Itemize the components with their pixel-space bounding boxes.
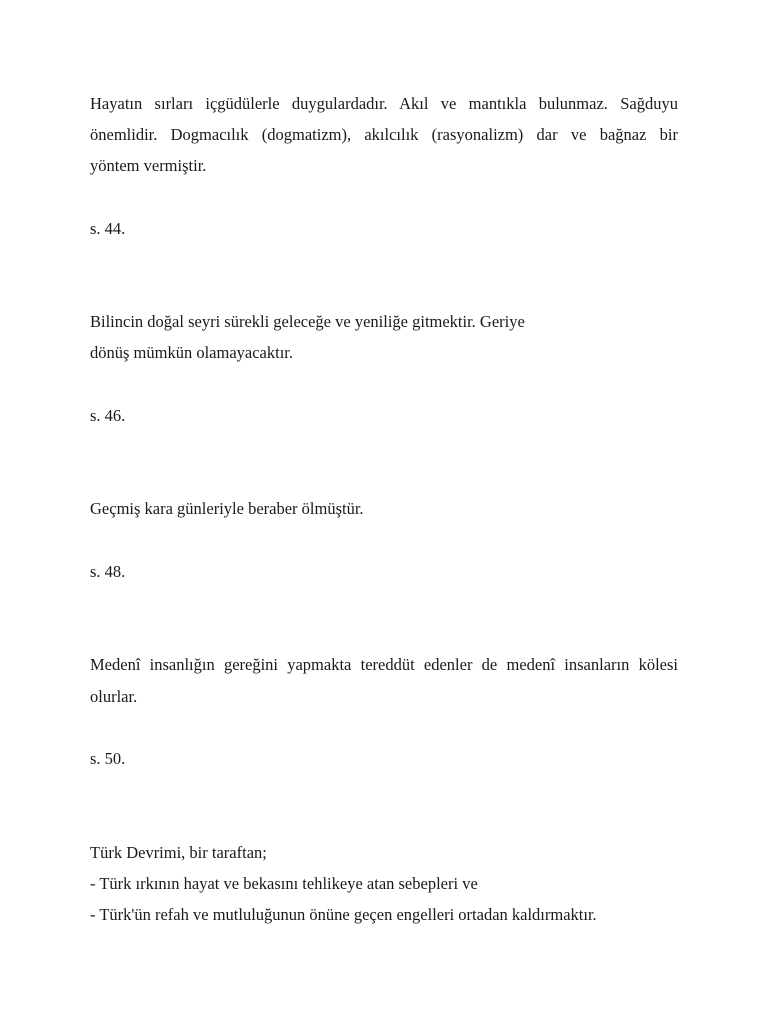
paragraph-line: Medenî insanlığın gereğini yapmakta tereddüt edenler de medenî insanların kölesi bbox=[90, 655, 678, 674]
page-reference: s. 46. bbox=[90, 406, 126, 425]
paragraph-line: önemlidir. Dogmacılık (dogmatizm), akılcılık (rasyonalizm) dar ve bağnaz bir bbox=[90, 125, 678, 144]
paragraph-line: Bilincin doğal seyri sürekli geleceğe ve yeniliğe gitmektir. Geriye bbox=[90, 312, 525, 331]
paragraph-line: olurlar. bbox=[90, 687, 138, 706]
paragraph-line: Türk Devrimi, bir taraftan; bbox=[90, 843, 267, 862]
page-reference: s. 48. bbox=[90, 562, 126, 581]
paragraph-line: yöntem vermiştir. bbox=[90, 156, 207, 175]
paragraph-line: dönüş mümkün olamayacaktır. bbox=[90, 343, 294, 362]
page-reference: s. 44. bbox=[90, 219, 126, 238]
list-item: - Türk ırkının hayat ve bekasını tehlikeye atan sebepleri ve bbox=[90, 874, 478, 893]
page-reference: s. 50. bbox=[90, 749, 126, 768]
list-item: - Türk'ün refah ve mutluluğunun önüne geçen engelleri ortadan kaldırmaktır. bbox=[90, 905, 597, 924]
paragraph-line: Geçmiş kara günleriyle beraber ölmüştür. bbox=[90, 499, 364, 518]
paragraph-line: Hayatın sırları içgüdülerle duygulardadır. Akıl ve mantıkla bulunmaz. Sağduyu bbox=[90, 94, 678, 113]
